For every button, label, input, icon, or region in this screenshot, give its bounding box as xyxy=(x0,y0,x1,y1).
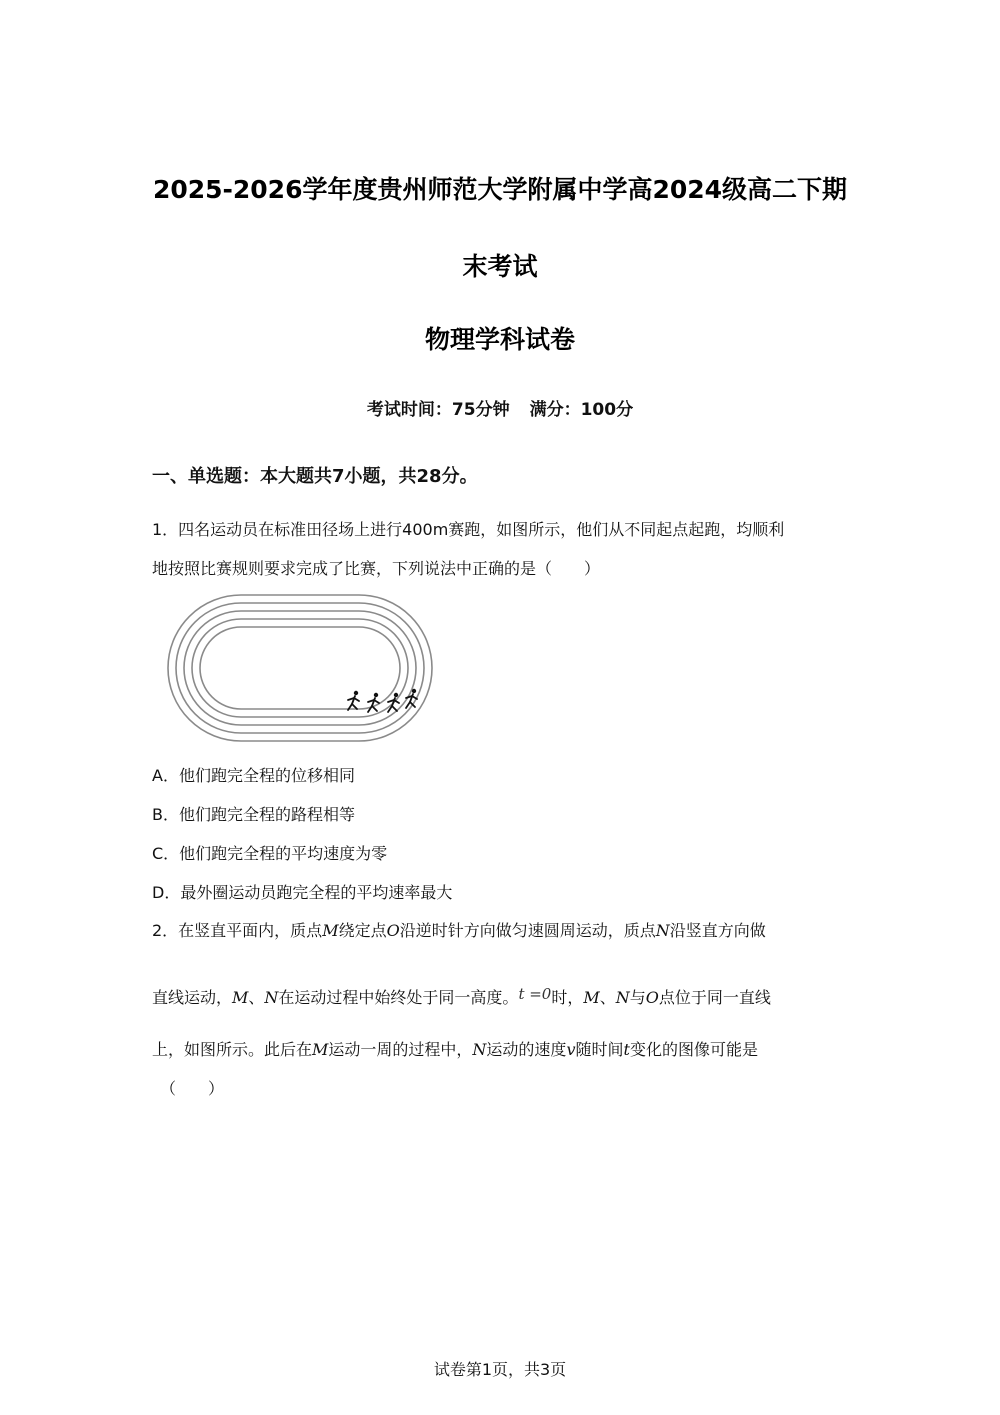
q2-text: 运动的速度 xyxy=(486,1040,567,1059)
exam-meta xyxy=(0,395,1000,420)
exam-title-line2: 末考试 xyxy=(462,252,538,281)
q1-option-a: A．他们跑完全程的位移相同 xyxy=(152,766,355,785)
var-n: N xyxy=(264,988,279,1007)
exam-subtitle: 物理学科试卷 xyxy=(424,325,575,354)
q1-option-b: B．他们跑完全程的路程相等 xyxy=(152,805,355,824)
var-n: N xyxy=(615,988,630,1007)
page-footer: 试卷第1页，共3页 xyxy=(433,1360,567,1379)
var-m: M xyxy=(232,988,249,1007)
var-o: O xyxy=(386,921,400,940)
track-lane-5 xyxy=(200,627,400,709)
track-lane-4 xyxy=(192,619,408,717)
q2-text: 沿竖直方向做 xyxy=(669,921,766,940)
full-score: 满分：100分 xyxy=(529,400,634,420)
q2-stem-line2 xyxy=(152,985,771,1008)
var-m: M xyxy=(322,921,339,940)
exam-title-line1: 2025-2026学年度贵州师范大学附属中学高2024级高二下期 xyxy=(152,175,848,204)
var-n: N xyxy=(655,921,670,940)
q1-option-d: D．最外圈运动员跑完全程的平均速率最大 xyxy=(152,883,453,902)
exam-time: 考试时间：75分钟 xyxy=(366,400,510,420)
var-m: M xyxy=(312,1040,329,1059)
q2-text: 在运动过程中始终处于同一高度。 xyxy=(278,988,519,1007)
q2-text: 2．在竖直平面内，质点 xyxy=(152,921,323,940)
q2-text: 直线运动， xyxy=(152,988,233,1007)
running-track-figure xyxy=(166,593,436,745)
q1-stem-line2: 地按照比赛规则要求完成了比赛，下列说法中正确的是（ ） xyxy=(152,559,601,578)
var-t: t xyxy=(623,1040,630,1059)
q2-text: 与 xyxy=(629,988,646,1007)
q2-text: 随时间 xyxy=(575,1040,624,1059)
q2-text: 运动一周的过程中， xyxy=(328,1040,473,1059)
q2-answer-bracket: （ ） xyxy=(160,1079,225,1098)
q1-stem-line1: 1．四名运动员在标准田径场上进行400m赛跑，如图所示，他们从不同起点起跑，均顺利 xyxy=(152,520,785,539)
q1-option-c: C．他们跑完全程的平均速度为零 xyxy=(152,844,388,863)
runner-icon xyxy=(368,693,379,712)
section-heading: 一、单选题：本大题共7小题，共28分。 xyxy=(152,466,478,487)
q2-text: 上，如图所示。此后在 xyxy=(152,1040,313,1059)
q2-text: 点位于同一直线 xyxy=(658,988,771,1007)
track-lane-2 xyxy=(176,603,424,733)
q2-text: 、 xyxy=(599,988,616,1007)
var-n: N xyxy=(472,1040,487,1059)
var-o: O xyxy=(645,988,659,1007)
q2-text: 沿逆时针方向做匀速圆周运动，质点 xyxy=(399,921,656,940)
q2-text: 、 xyxy=(248,988,265,1007)
q2-stem-line3 xyxy=(152,1037,758,1060)
q2-text: 时， xyxy=(551,988,584,1007)
q2-text: 变化的图像可能是 xyxy=(629,1040,758,1059)
q2-stem-line1 xyxy=(152,918,766,941)
track-lane-3 xyxy=(184,611,416,725)
track-lane-1 xyxy=(168,595,432,741)
runner-icon xyxy=(348,691,359,710)
var-v: v xyxy=(566,1040,576,1059)
equation-t-zero: t =0 xyxy=(518,985,552,1003)
q2-text: 绕定点 xyxy=(338,921,387,940)
var-m: M xyxy=(583,988,600,1007)
